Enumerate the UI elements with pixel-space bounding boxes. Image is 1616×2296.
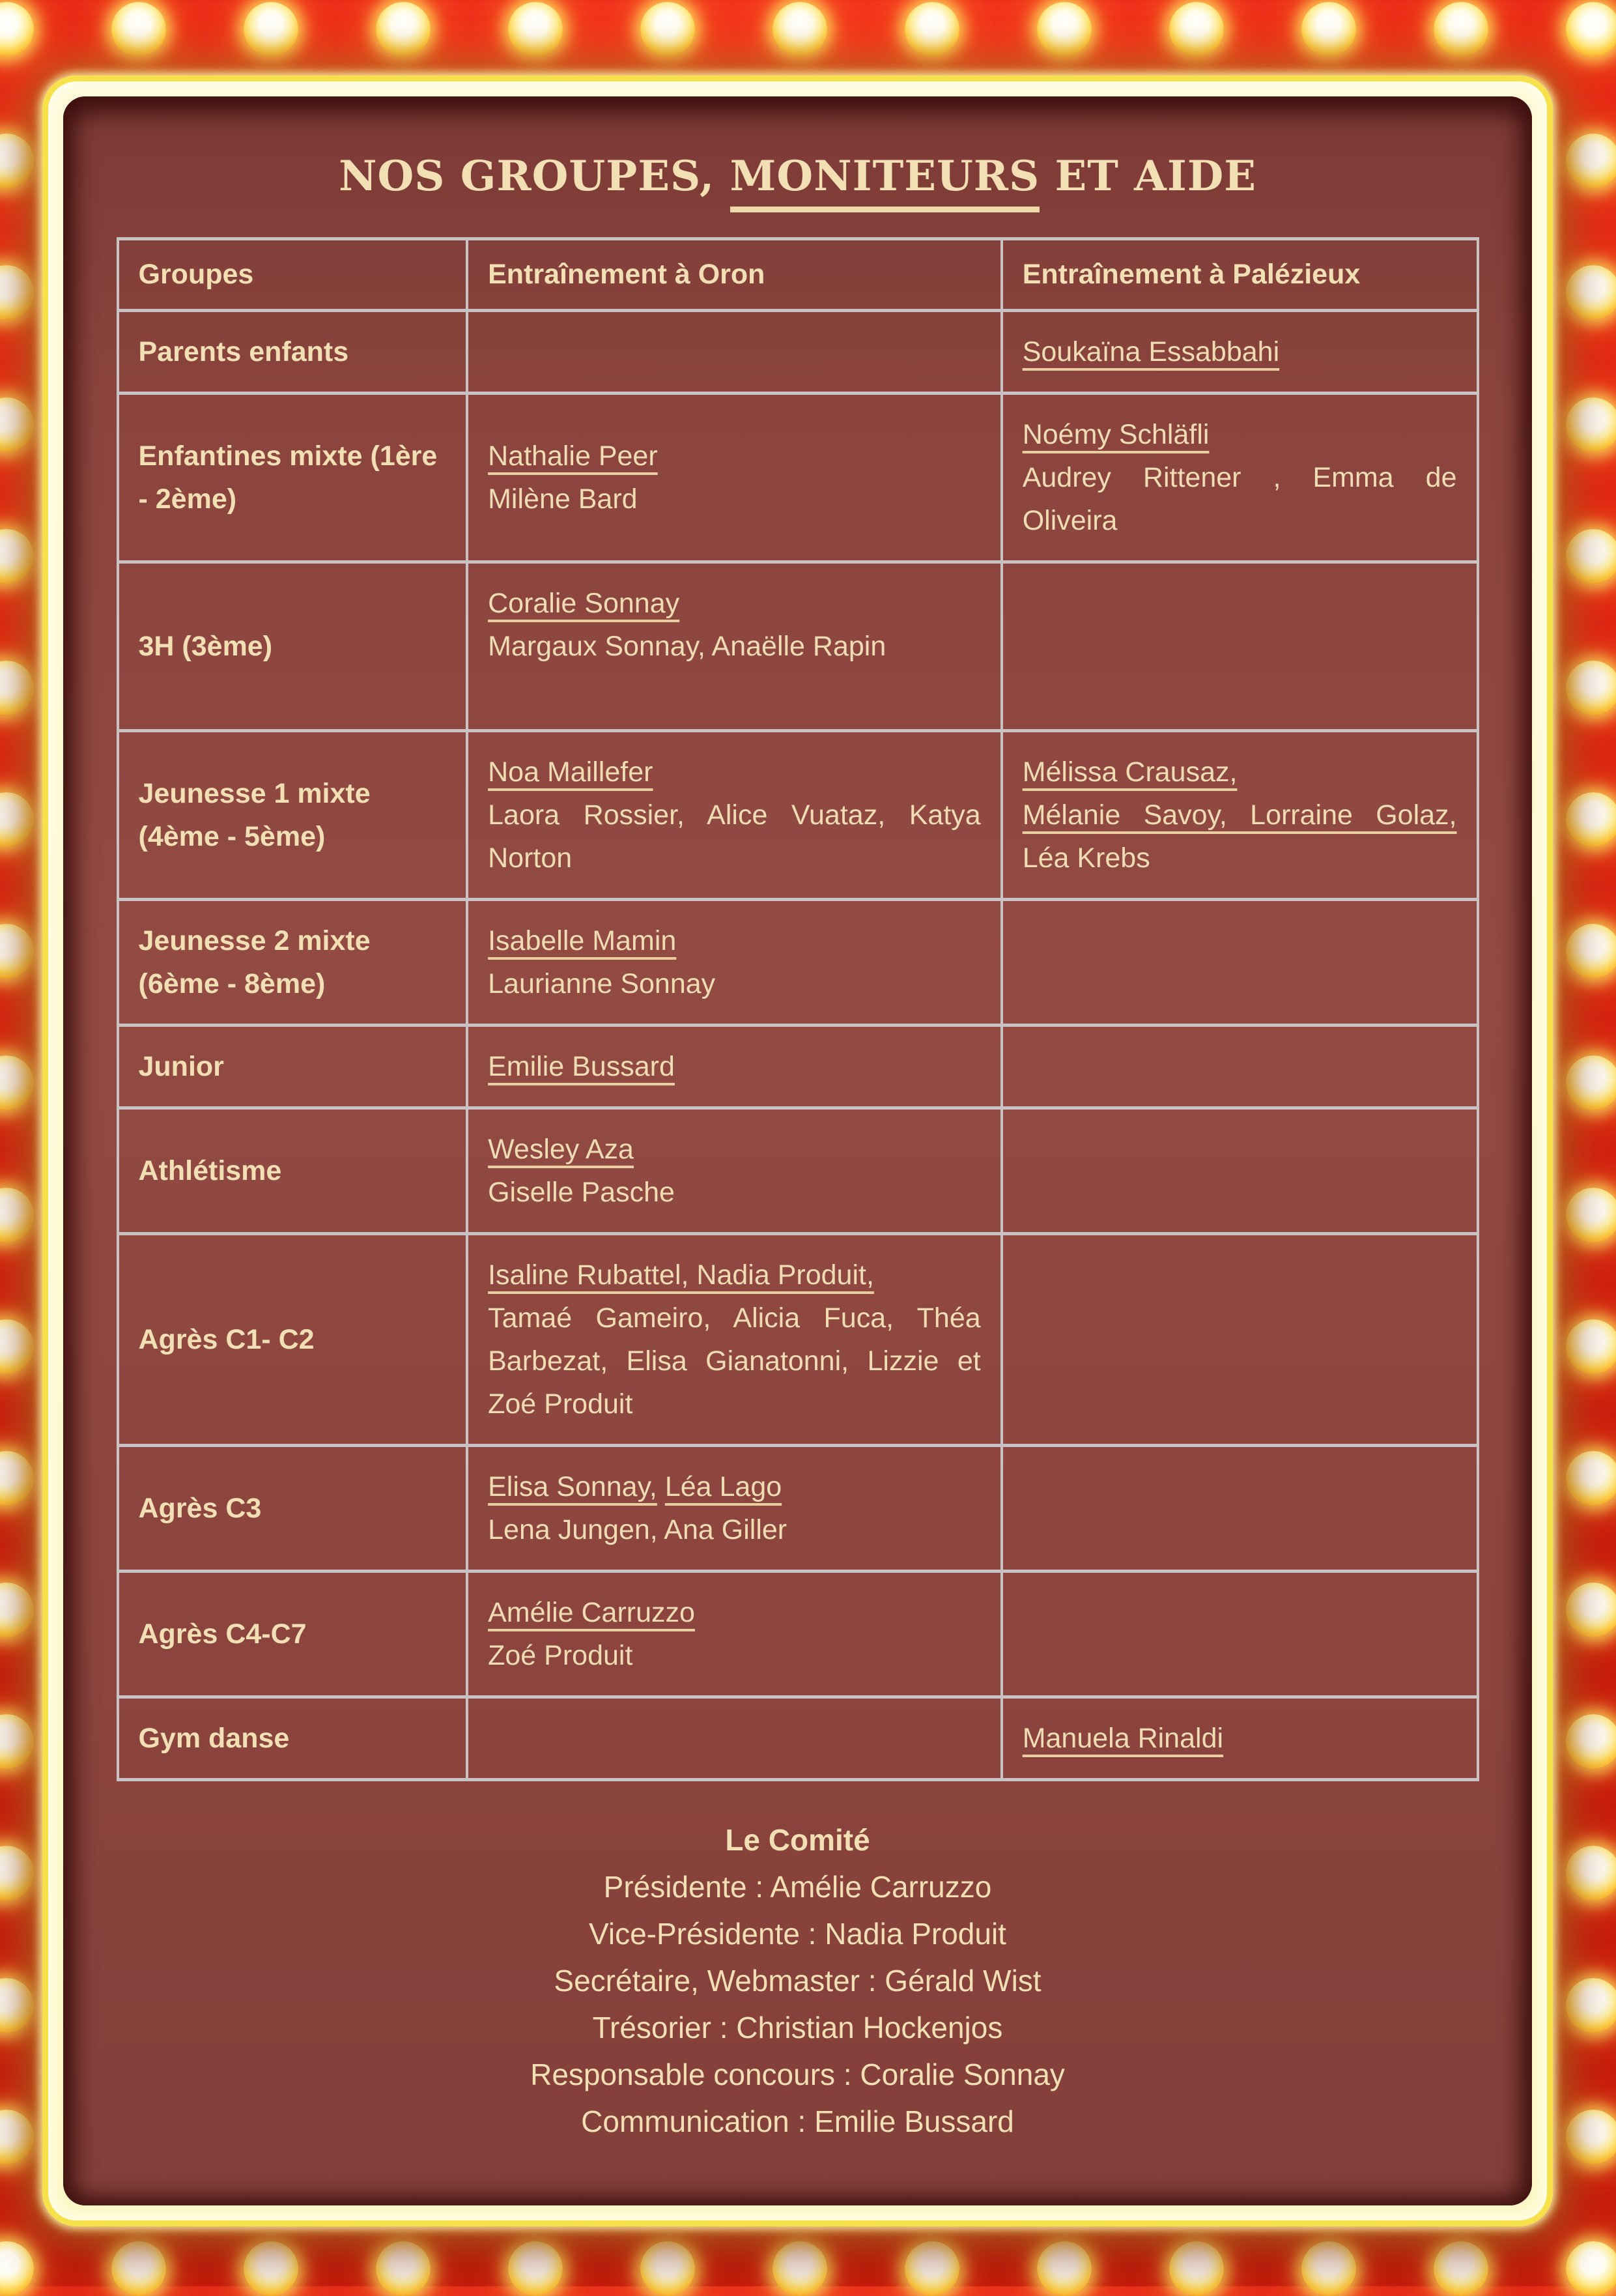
column-header: Entraînement à Oron xyxy=(467,238,1002,310)
marquee-bulb-icon xyxy=(0,2,34,57)
marquee-bulb-icon xyxy=(1566,1055,1616,1110)
marquee-bulb-icon xyxy=(1566,924,1616,979)
oron-cell xyxy=(467,899,1002,1025)
marquee-bulb-icon xyxy=(640,2241,695,2296)
committee-member: Trésorier : Christian Hockenjos xyxy=(592,2010,1003,2045)
person-link[interactable]: Noémy Schläfli xyxy=(1022,418,1210,450)
group-name: Agrès C3 xyxy=(138,1492,262,1524)
person-name: Audrey Rittener , Emma de Oliveira xyxy=(1022,461,1457,536)
table-row xyxy=(118,393,1478,562)
person-link[interactable]: Wesley Aza xyxy=(488,1133,634,1165)
cell-paragraph xyxy=(488,1128,981,1171)
cell-paragraph xyxy=(488,435,981,478)
marquee-bulb-icon xyxy=(1301,2241,1356,2296)
group-name-cell xyxy=(118,562,468,730)
table-row xyxy=(118,730,1478,899)
person-link[interactable]: Nathalie Peer xyxy=(488,440,658,472)
person-name: Tamaé Gameiro, Alicia Fuca, Théa Barbezat, Elisa Gianatonni, Lizzie et Zoé Produit xyxy=(488,1302,981,1420)
cell-paragraph xyxy=(1023,330,1457,373)
person-link[interactable]: Emilie Bussard xyxy=(488,1050,675,1082)
cell-paragraph xyxy=(488,1465,981,1508)
person-link[interactable]: Léa Lago xyxy=(664,1471,782,1502)
person-link[interactable]: Manuela Rinaldi xyxy=(1022,1722,1224,1754)
marquee-bulb-icon xyxy=(244,2,298,57)
cell-paragraph xyxy=(1023,751,1457,794)
group-name-cell xyxy=(118,1571,468,1697)
marquee-bulb-icon xyxy=(1566,1846,1616,1901)
marquee-bulb-icon xyxy=(0,1714,34,1769)
group-name: Jeunesse 2 mixte (6ème - 8ème) xyxy=(138,925,371,999)
marquee-bulb-icon xyxy=(111,2,166,57)
marquee-bulb-icon xyxy=(0,134,34,188)
cell-paragraph xyxy=(488,794,981,880)
table-row xyxy=(118,1233,1478,1445)
oron-cell xyxy=(467,730,1002,899)
cell-paragraph xyxy=(488,625,981,668)
marquee-bulb-icon xyxy=(1566,661,1616,715)
group-name-cell xyxy=(118,1697,468,1779)
table-row xyxy=(118,1025,1478,1108)
column-header: Groupes xyxy=(118,238,468,310)
cell-paragraph xyxy=(488,919,981,962)
group-name: Agrès C4-C7 xyxy=(138,1618,307,1650)
person-link[interactable]: Soukaïna Essabbahi xyxy=(1022,336,1280,367)
marquee-bulb-icon xyxy=(1434,2241,1488,2296)
table-row xyxy=(118,310,1478,393)
oron-cell xyxy=(467,1445,1002,1571)
marquee-bulb-icon xyxy=(111,2241,166,2296)
person-name: Milène Bard xyxy=(488,483,638,515)
groups-table xyxy=(117,237,1479,1781)
palezieux-cell xyxy=(1002,310,1478,393)
cell-paragraph xyxy=(488,1254,981,1297)
committee-heading: Le Comité xyxy=(725,1822,870,1857)
group-name-cell xyxy=(118,1108,468,1233)
person-name: Laora Rossier, Alice Vuataz, Katya Norton xyxy=(488,799,981,874)
table-row xyxy=(118,1445,1478,1571)
column-header: Entraînement à Palézieux xyxy=(1002,238,1478,310)
marquee-bulb-icon xyxy=(905,2,959,57)
committee-section xyxy=(63,1816,1532,2145)
palezieux-cell xyxy=(1002,1233,1478,1445)
marquee-bulb-icon xyxy=(508,2241,563,2296)
palezieux-cell xyxy=(1002,1025,1478,1108)
marquee-bulb-icon xyxy=(1434,2,1488,57)
person-name: Laurianne Sonnay xyxy=(488,968,716,999)
cell-paragraph xyxy=(488,1297,981,1426)
header-row xyxy=(118,238,1478,310)
marquee-bulb-icon xyxy=(773,2241,827,2296)
cell-paragraph xyxy=(1023,794,1457,880)
group-name: Jeunesse 1 mixte (4ème - 5ème) xyxy=(138,777,371,852)
person-name: Giselle Pasche xyxy=(488,1176,675,1208)
marquee-bulb-icon xyxy=(1037,2,1092,57)
group-name: Parents enfants xyxy=(138,336,349,367)
page-title xyxy=(63,152,1532,201)
group-name: Gym danse xyxy=(138,1722,290,1754)
marquee-bulb-icon xyxy=(0,397,34,452)
table-row xyxy=(118,1571,1478,1697)
committee-member: Présidente : Amélie Carruzzo xyxy=(603,1869,992,1904)
marquee-bulb-icon xyxy=(1566,2,1616,57)
palezieux-cell xyxy=(1002,730,1478,899)
oron-cell xyxy=(467,1233,1002,1445)
oron-cell xyxy=(467,1025,1002,1108)
cell-paragraph xyxy=(488,582,981,625)
group-name-cell xyxy=(118,1233,468,1445)
palezieux-cell xyxy=(1002,1571,1478,1697)
marquee-bulb-icon xyxy=(0,2110,34,2164)
marquee-bulb-icon xyxy=(0,1846,34,1901)
committee-list xyxy=(63,1863,1532,2145)
marquee-bulb-icon xyxy=(0,1583,34,1637)
cell-paragraph xyxy=(488,1508,981,1551)
group-name: Enfantines mixte (1ère - 2ème) xyxy=(138,440,438,515)
marquee-bulb-icon xyxy=(1566,1583,1616,1637)
marquee-bulb-icon xyxy=(1566,1714,1616,1769)
table-row xyxy=(118,1108,1478,1233)
committee-member: Secrétaire, Webmaster : Gérald Wist xyxy=(554,1963,1042,1998)
marquee-bulb-icon xyxy=(1566,1188,1616,1242)
palezieux-cell xyxy=(1002,1445,1478,1571)
person-link[interactable]: Amélie Carruzzo xyxy=(488,1596,695,1628)
group-name-cell xyxy=(118,1025,468,1108)
marquee-bulb-icon xyxy=(0,792,34,847)
table-row xyxy=(118,1697,1478,1779)
group-name-cell xyxy=(118,899,468,1025)
oron-cell xyxy=(467,310,1002,393)
cell-paragraph xyxy=(488,1171,981,1214)
cell-paragraph xyxy=(488,668,981,711)
oron-cell xyxy=(467,393,1002,562)
person-link[interactable]: Isabelle Mamin xyxy=(488,925,677,956)
marquee-bulb-icon xyxy=(0,265,34,320)
marquee-bulb-icon xyxy=(0,1451,34,1506)
neon-border xyxy=(42,76,1553,2226)
group-name: Junior xyxy=(138,1050,224,1082)
cell-paragraph xyxy=(488,478,981,521)
oron-cell xyxy=(467,1697,1002,1779)
cell-paragraph xyxy=(1023,456,1457,542)
group-name: Athlétisme xyxy=(138,1155,282,1186)
person-link[interactable]: Elisa Sonnay, xyxy=(488,1471,657,1502)
group-name-cell xyxy=(118,393,468,562)
oron-cell xyxy=(467,1571,1002,1697)
palezieux-cell xyxy=(1002,393,1478,562)
person-name: Léa Krebs xyxy=(1022,842,1150,874)
marquee-bulb-icon xyxy=(376,2,431,57)
marquee-bulb-icon xyxy=(773,2,827,57)
marquee-bulb-icon xyxy=(0,529,34,584)
cell-paragraph xyxy=(1023,1717,1457,1760)
person-name: Margaux Sonnay, Anaëlle Rapin xyxy=(488,630,886,662)
cell-paragraph xyxy=(488,1634,981,1677)
title-text: ET AIDE xyxy=(1040,152,1257,201)
table-row xyxy=(118,899,1478,1025)
cell-paragraph xyxy=(488,1045,981,1088)
person-name: Lena Jungen, Ana Giller xyxy=(488,1514,787,1545)
poster-content xyxy=(63,96,1532,2205)
marquee-bulb-icon xyxy=(1566,1978,1616,2033)
person-link[interactable]: Mélanie Savoy, Lorraine Golaz, xyxy=(1022,799,1457,831)
group-name: 3H (3ème) xyxy=(138,630,273,662)
cell-paragraph xyxy=(488,962,981,1005)
marquee-bulb-icon xyxy=(905,2241,959,2296)
marquee-bulb-icon xyxy=(640,2,695,57)
palezieux-cell xyxy=(1002,562,1478,730)
cell-paragraph xyxy=(488,1591,981,1634)
oron-cell xyxy=(467,562,1002,730)
person-link[interactable]: Mélissa Crausaz, xyxy=(1022,756,1238,788)
group-name-cell xyxy=(118,1445,468,1571)
person-name xyxy=(657,1471,665,1502)
marquee-bulb-icon xyxy=(244,2241,298,2296)
committee-member: Vice-Présidente : Nadia Produit xyxy=(589,1916,1006,1951)
marquee-bulb-icon xyxy=(0,2241,34,2296)
marquee-bulb-icon xyxy=(1566,265,1616,320)
group-name-cell xyxy=(118,310,468,393)
table-row xyxy=(118,562,1478,730)
marquee-bulb-icon xyxy=(1566,397,1616,452)
marquee-bulb-icon xyxy=(1566,2110,1616,2164)
marquee-bulb-icon xyxy=(1566,1451,1616,1506)
palezieux-cell xyxy=(1002,899,1478,1025)
person-name xyxy=(488,674,496,705)
marquee-bulb-icon xyxy=(508,2,563,57)
marquee-bulb-icon xyxy=(1301,2,1356,57)
marquee-bulb-icon xyxy=(0,1978,34,2033)
person-link[interactable]: Isaline Rubattel, Nadia Produit, xyxy=(488,1259,874,1291)
marquee-bulb-icon xyxy=(1169,2,1224,57)
palezieux-cell xyxy=(1002,1108,1478,1233)
marquee-bulb-icon xyxy=(1566,1319,1616,1374)
palezieux-cell xyxy=(1002,1697,1478,1779)
marquee-bulb-icon xyxy=(0,1319,34,1374)
group-name-cell xyxy=(118,730,468,899)
marquee-bulb-icon xyxy=(0,924,34,979)
person-link[interactable]: Noa Maillefer xyxy=(488,756,653,788)
person-link[interactable]: Coralie Sonnay xyxy=(488,587,680,619)
committee-member: Communication : Emilie Bussard xyxy=(581,2104,1014,2138)
marquee-bulb-icon xyxy=(0,1188,34,1242)
title-underlined-text: MONITEURS xyxy=(730,152,1040,212)
marquee-bulb-icon xyxy=(1169,2241,1224,2296)
person-name: Zoé Produit xyxy=(488,1639,633,1671)
marquee-bulb-icon xyxy=(1566,792,1616,847)
oron-cell xyxy=(467,1108,1002,1233)
marquee-bulb-icon xyxy=(376,2241,431,2296)
marquee-bulb-icon xyxy=(1566,529,1616,584)
marquee-bulb-icon xyxy=(1566,2241,1616,2296)
cell-paragraph xyxy=(1023,413,1457,456)
marquee-bulb-icon xyxy=(0,1055,34,1110)
marquee-bulb-icon xyxy=(1566,134,1616,188)
marquee-bulb-icon xyxy=(1037,2241,1092,2296)
cell-paragraph xyxy=(488,751,981,794)
committee-member: Responsable concours : Coralie Sonnay xyxy=(530,2057,1065,2091)
marquee-bulb-icon xyxy=(0,661,34,715)
title-text: NOS GROUPES, xyxy=(338,152,730,201)
group-name: Agrès C1- C2 xyxy=(138,1323,315,1355)
